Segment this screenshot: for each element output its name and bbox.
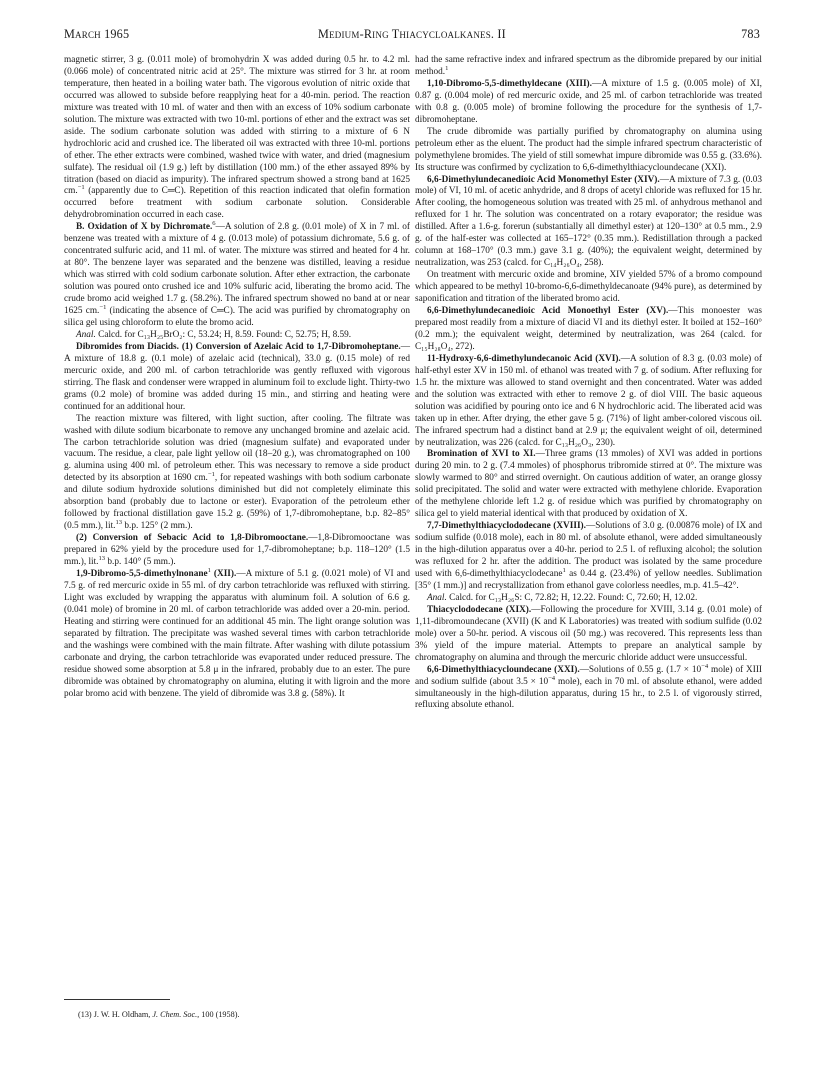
- header-date: March 1965: [64, 27, 130, 41]
- section-heading: 1,9-Dibromo-5,5-dimethylnonane: [76, 568, 208, 579]
- left-column: [64, 55, 410, 700]
- section-heading: 11-Hydroxy-6,6-dimethylundecanoic Acid (XVI).: [427, 353, 621, 364]
- section-heading: 6,6-Dimethylthiacycloundecane (XXI).: [427, 664, 580, 675]
- paragraph: 6,6-Dimethylundecanedioic Acid Monoethyl Ester (XV).—This monoester was prepared most readily from a mixture of diacid VI and its diethyl ester. It boiled at 152–160° (0.2 mm.); the equivalent weight, determined by neutralization, was 264 (calcd. for C₁₅H₂₈O₄, 272).: [415, 306, 762, 352]
- section-heading: 6,6-Dimethylundecanedioic Acid Monomethyl Ester (XIV).: [427, 174, 660, 185]
- paragraph: Thiacyclododecane (XIX).—Following the procedure for XVIII, 3.14 g. (0.01 mole) of 1,11-dibromoundecane (XVII) (K and K Laboratories) was treated with sodium sulfide (0.02 mole) over a 50-hr. period. A viscous oil (50 mg.) was recovered. This represents less than 3% yield of the impure material. Attempts to prepare an analytical sample by chromatography on alumina and through the mercuric chloride adduct were unsuccessful.: [415, 604, 762, 663]
- paragraph: 1,10-Dibromo-5,5-dimethyldecane (XIII).—A mixture of 1.5 g. (0.005 mole) of XI, 0.87 g. (0.004 mole) of red mercuric oxide, and 25 ml. of carbon tetrachloride was treated with 0.8 g. (0.005 mole) of bromine following the procedure for the synthesis of 1,7-dibromoheptane.: [415, 78, 762, 125]
- paragraph: Dibromides from Diacids. (1) Conversion of Azelaic Acid to 1,7-Dibromoheptane.—A mixture of 18.8 g. (0.1 mole) of azelaic acid (technical), 33.0 g. (0.15 mole) of red mercuric oxide, and 200 ml. of carbon tetrachloride was gently refluxed with vigorous stirring. The flask and condenser were wrapped in aluminum foil to exclude light. Thirty-two grams (0.2 mole) of bromine was added during 15 min., and stirring and heating were continued for an additional hour.: [64, 341, 410, 412]
- section-heading: Thiacyclododecane (XIX).: [427, 604, 532, 615]
- section-heading: Bromination of XVI to XI.: [427, 449, 536, 460]
- right-column: [415, 55, 762, 712]
- footnote: (13) J. W. H. Oldham, J. Chem. Soc., 100 (1958).: [78, 1010, 240, 1019]
- paragraph: 1,9-Dibromo-5,5-dimethylnonane$^1$ (XII).—A mixture of 5.1 g. (0.021 mole) of VI and 7.5 g. of red mercuric oxide in 55 ml. of dry carbon tetrachloride was refluxed with stirring. Light was excluded by wrapping the apparatus with aluminum foil. A solution of 6.6 g. (0.041 mole) of bromine in 20 ml. of carbon tetrachloride was added over a 20-min. period. Heating and stirring were continued for an additional 45 min. The light orange solution was separated by filtration. The precipitate was washed several times with carbon tetrachloride and the washings were combined with the main filtrate. After washing with dilute potassium carbonate and drying, the carbon tetrachloride was evaporated under reduced pressure. The residue showed some absorption at 5.8 μ in the infrared, probably due to an ester. The pure dibromide was obtained by chromatography on alumina, eluting it with ligroin and the more polar bromo acid with benzene. The yield of dibromide was 3.8 g. (58%). It: [64, 566, 410, 699]
- footnote-divider: [64, 999, 170, 1000]
- paragraph: (2) Conversion of Sebacic Acid to 1,8-Dibromooctane.—1,8-Dibromooctane was prepared in 62% yield by the procedure used for 1,7-dibromoheptane; b.p. 118–120° (1.5 mm.), lit.$^{13}$ b.p. 140° (5 mm.).: [64, 533, 411, 568]
- section-heading: 1,10-Dibromo-5,5-dimethyldecane (XIII).: [427, 78, 592, 89]
- paragraph: Bromination of XVI to XI.—Three grams (13 mmoles) of XVI was added in portions during 20 min. to 2 g. (7.4 mmoles) of phosphorus tribromide stirred at 0°. The mixture was slowly warmed to 80° and stirred overnight. On cautious addition of water, an orange glossy solid precipitated. The solid and water were extracted with methylene chloride. Evaporation of the methylene chloride left 1.2 g. of residue which was purified by chromatography on silica gel to yield material identical with that produced by oxidation of X.: [415, 449, 762, 520]
- section-heading: B. Oxidation of X by Dichromate.: [76, 222, 213, 233]
- paragraph: The crude dibromide was partially purified by chromatography on alumina using petroleum ether as the eluent. The product had the simple infrared spectrum characteristic of polymethylene bromides. The yield of still somewhat impure dibromide was 0.55 g. (33.6%). Its structure was confirmed by cyclization to 6,6-dimethylthiacycloundecane (XXI).: [415, 126, 762, 173]
- section-heading: 6,6-Dimethylundecanedioic Acid Monoethyl Ester (XV).: [427, 306, 669, 317]
- header-title: Medium-Ring Thiacycloalkanes. II: [318, 27, 506, 41]
- paragraph: 6,6-Dimethylundecanedioic Acid Monomethyl Ester (XIV).—A mixture of 7.3 g. (0.03 mole) of VI, 10 ml. of acetic anhydride, and 8 drops of acetyl chloride was refluxed for 15 hr. After cooling, the homogeneous solution was treated with 25 ml. of anhydrous methanol and refluxed for 1 hr. The solution was concentrated on a rotary evaporator; the residue was distilled. After a 1.6-g. forerun (substantially all dimethyl ester) at 120–130° at 0.5 mm., 2.9 g. of the half-ester was collected at 165–172° (0.35 mm.). Redistillation through a packed column at 168–170° (0.3 mm.) gave 3.1 g. (40%); the equivalent weight, determined by neutralization, was 253 (calcd. for C₁₄H₂₆O₄, 258).: [415, 174, 762, 269]
- paragraph: had the same refractive index and infrared spectrum as the dibromide prepared by our initial method.$^1$: [415, 55, 762, 77]
- paragraph: magnetic stirrer, 3 g. (0.011 mole) of bromohydrin X was added during 0.5 hr. to 4.2 ml. (0.066 mole) of concentrated nitric acid at 25°. The mixture was stirred for 3 hr. at room temperature, then heated in a boiling water bath. The vigorous evolution of nitric oxide that occurred was allowed to subside before reapplying heat for a 40-min. period. The reaction mixture was treated with 10 ml. of water and then with an excess of 10% sodium carbonate solution. The mixture was extracted with two 10-ml. portions of ether and the extract was set aside. The sodium carbonate solution was added with stirring to a mixture of 6 N hydrochloric acid and crushed ice. The liberated oil was extracted with three 10-ml. portions of ether. The ether extracts were combined, washed twice with water, and dried (magnesium sulfate). The residual oil (1.9 g.) left by distillation (100 mm.) of the ether assayed 89% by titration (based on diacid as impurity). The infrared spectrum showed a strong band at 1625 cm.$^{-1}$ (apparently due to C═C). Repetition of this reaction indicated that olefin formation occurred before treatment with sodium carbonate solution. Considerable dehydrobromination occurred in each case.: [64, 55, 410, 221]
- paragraph: 6,6-Dimethylthiacycloundecane (XXI).—Solutions of 0.55 g. ($1.7 \times 10^{-4}$ mole) of XIII and sodium sulfide (about $3.5 \times 10^{-4}$ mole), each in 70 ml. of absolute ethanol, were added simultaneously in the high-dilution apparatus, during 15 hr., to 2.5 l. of vigorously stirred, refluxing absolute ethanol.: [415, 662, 762, 711]
- paragraph: On treatment with mercuric oxide and bromine, XIV yielded 57% of a bromo compound which appeared to be methyl 10-bromo-6,6-dimethyldecanoate (94% pure), as determined by saponification and titration of the liberated bromo acid.: [415, 270, 762, 305]
- paragraph: B. Oxidation of X by Dichromate.$^6$—A solution of 2.8 g. (0.01 mole) of X in 7 ml. of benzene was treated with a mixture of 4 g. (0.013 mole) of potassium dichromate, 5.6 g. of concentrated sulfuric acid, and 11 ml. of water. The mixture was stirred and heated for 4 hr. at 80°. The benzene layer was separated and the benzene was distilled, leaving a residue which was stirred with cold sodium carbonate solution. After ether extraction, the carbonate solution was poured onto crushed ice and 10% sulfuric acid, liberating the bromo acid. The crude bromo acid weighed 1.7 g. (58.2%). The infrared spectrum showed no band at or near 1625 cm.$^{-1}$ (indicating the absence of C═C). The acid was purified by chromatography on silica gel using chloroform to elute the bromo acid.: [64, 220, 410, 328]
- analysis-line: Anal. Calcd. for C₁₃H₂₆S: C, 72.82; H, 12.22. Found: C, 72.60; H, 12.02.: [427, 592, 698, 603]
- paragraph: 7,7-Dimethylthiacyclododecane (XVIII).—Solutions of 3.0 g. (0.00876 mole) of IX and sodium sulfide (0.018 mole), each in 80 ml. of absolute ethanol, were added simultaneously in the high-dilution apparatus over a 40-hr. period to 2.5 l. of refluxing alcohol; the solution was refluxed for 2 hr. after the addition. The product was isolated by the same procedure used with 6,6-dimethylthiacyclodecane$^1$ as 0.44 g. (23.4%) of yellow needles. Sublimation [35° (1 mm.)] and recrystallization from ethanol gave colorless needles, m.p. 41.5–42°.: [415, 521, 762, 591]
- paragraph: The reaction mixture was filtered, with light suction, after cooling. The filtrate was washed with dilute sodium bicarbonate to remove any unchanged bromine and azelaic acid. The carbon tetrachloride solution was dried (magnesium sulfate) and evaporated under vacuum. The residue, a clear, pale light yellow oil (18–20 g.), was chromatographed on 100 g. alumina using 400 ml. of petroleum ether. This was necessary to remove a side product detected by its absorption at 1690 cm.$^{-1}$, for repeated washings with both sodium carbonate and dilute sodium hydroxide solutions diminished but did not completely eliminate this absorption band (probably due to lactone or ester). Evaporation of the petroleum ether followed by fractional distillation gave 15.2 g. (59%) of 1,7-dibromoheptane, b.p. 82–85° (0.5 mm.), lit.$^{13}$ b.p. 125° (2 mm.).: [64, 413, 410, 532]
- section-heading: (2) Conversion of Sebacic Acid to 1,8-Dibromooctane.: [76, 533, 309, 544]
- analysis-line: Anal. Calcd. for C₁₃H₂₅BrO₂: C, 53.24; H, 8.59. Found: C, 52.75; H, 8.59.: [76, 329, 352, 340]
- page-number: 783: [741, 27, 760, 41]
- running-header: [64, 27, 760, 43]
- section-heading: Dibromides from Diacids. (1) Conversion of Azelaic Acid to 1,7-Dibromoheptane.: [76, 341, 401, 352]
- paragraph: 11-Hydroxy-6,6-dimethylundecanoic Acid (XVI).—A solution of 8.3 g. (0.03 mole) of half-ethyl ester XV in 150 ml. of ethanol was treated with 7 g. of sodium. After refluxing for 1.5 hr. the mixture was allowed to stand overnight and then concentrated. Water was added and the solution was extracted with ether to remove 2 g. of diol VIII. The basic aqueous solution was acidified by pouring onto ice and 6 N hydrochloric acid. The liberated acid was taken up in ether. After drying, the ether gave 5 g. (71%) of light amber-colored viscous oil. The infrared spectrum had a distinct band at 2.9 μ; the equivalent weight of oil, determined by neutralization, was 226 (calcd. for C₁₃H₂₆O₃, 230).: [415, 353, 762, 448]
- section-heading: 7,7-Dimethylthiacyclododecane (XVIII).: [427, 521, 586, 532]
